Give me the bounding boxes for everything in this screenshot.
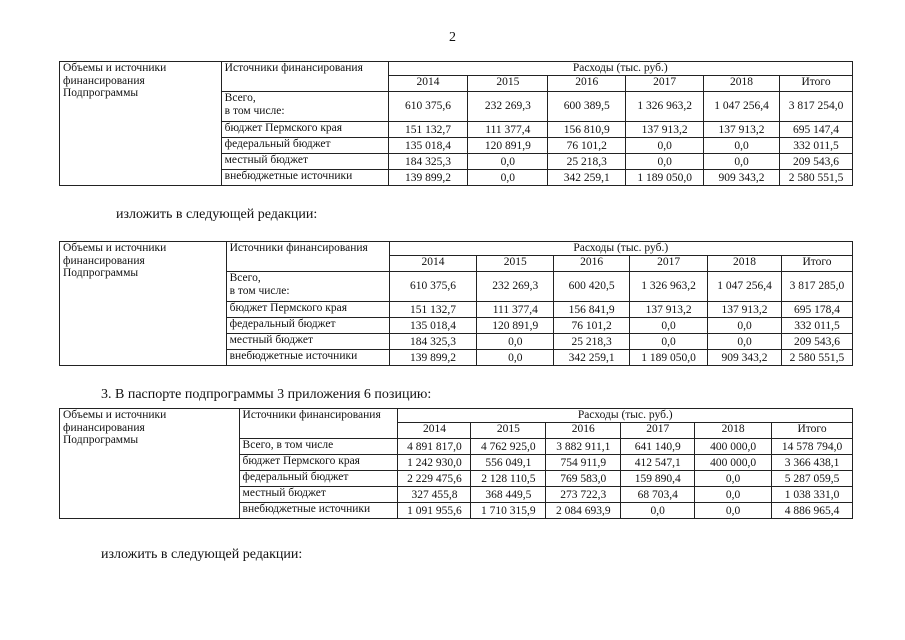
year-header: 2014 — [398, 423, 471, 439]
value-cell: 1 242 930,0 — [398, 455, 471, 471]
section-label-line: Подпрограммы — [63, 434, 139, 447]
value-cell: 151 132,7 — [389, 302, 477, 318]
value-cell: 120 891,9 — [477, 318, 554, 334]
value-cell: 600 420,5 — [554, 272, 630, 302]
year-header: 2015 — [471, 423, 546, 439]
value-cell: 209 543,6 — [781, 334, 852, 350]
year-header: 2017 — [630, 256, 708, 272]
value-cell: 3 366 438,1 — [772, 455, 853, 471]
value-cell: 1 326 963,2 — [626, 92, 704, 122]
source-name: бюджет Пермского края — [226, 302, 389, 318]
value-cell: 0,0 — [468, 154, 548, 170]
value-cell: 232 269,3 — [468, 92, 548, 122]
financing-table-original-2 — [59, 408, 853, 519]
source-name-line: Всего, — [229, 272, 261, 284]
value-cell: 184 325,3 — [389, 334, 477, 350]
value-cell: 0,0 — [695, 471, 772, 487]
year-header: 2015 — [477, 256, 554, 272]
value-cell: 556 049,1 — [471, 455, 546, 471]
section-label-line: Объемы и источники — [63, 242, 167, 254]
value-cell: 0,0 — [630, 334, 708, 350]
value-cell: 0,0 — [708, 334, 782, 350]
value-cell: 1 091 955,6 — [398, 503, 471, 519]
value-cell: 68 703,4 — [621, 487, 695, 503]
section-heading-paragraph: 3. В паспорте подпрограммы 3 приложения 6 позицию: — [101, 387, 432, 402]
total-header: Итого — [772, 423, 853, 439]
section-label-line: финансирования — [63, 254, 145, 267]
value-cell: 273 722,3 — [546, 487, 621, 503]
value-cell: 0,0 — [630, 318, 708, 334]
value-cell: 909 343,2 — [708, 350, 782, 366]
source-name: федеральный бюджет — [226, 318, 389, 334]
value-cell: 0,0 — [704, 138, 780, 154]
source-name-line: в том числе: — [224, 104, 285, 117]
year-header: 2017 — [626, 76, 704, 92]
section-label-cell — [60, 242, 227, 366]
value-cell: 610 375,6 — [389, 272, 477, 302]
value-cell: 342 259,1 — [548, 170, 626, 186]
source-name: внебюджетные источники — [239, 503, 398, 519]
source-name — [221, 92, 388, 122]
value-cell: 3 882 911,1 — [546, 439, 621, 455]
value-cell: 0,0 — [626, 138, 704, 154]
value-cell: 327 455,8 — [398, 487, 471, 503]
section-label-line: Объемы и источники — [63, 62, 167, 74]
year-header: 2018 — [695, 423, 772, 439]
value-cell: 137 913,2 — [626, 122, 704, 138]
value-cell: 2 580 551,5 — [780, 170, 853, 186]
value-cell: 600 389,5 — [548, 92, 626, 122]
source-name-line: Всего, — [224, 92, 256, 104]
value-cell: 3 817 285,0 — [781, 272, 852, 302]
value-cell: 5 287 059,5 — [772, 471, 853, 487]
value-cell: 2 128 110,5 — [471, 471, 546, 487]
value-cell: 139 899,2 — [388, 170, 468, 186]
section-label-line: Объемы и источники — [63, 409, 167, 421]
section-label-cell — [60, 409, 240, 519]
value-cell: 3 817 254,0 — [780, 92, 853, 122]
expenses-header: Расходы (тыс. руб.) — [389, 242, 852, 256]
value-cell: 754 911,9 — [546, 455, 621, 471]
value-cell: 769 583,0 — [546, 471, 621, 487]
value-cell: 76 101,2 — [548, 138, 626, 154]
source-name: местный бюджет — [239, 487, 398, 503]
value-cell: 4 886 965,4 — [772, 503, 853, 519]
value-cell: 332 011,5 — [781, 318, 852, 334]
value-cell: 135 018,4 — [388, 138, 468, 154]
source-name: бюджет Пермского края — [239, 455, 398, 471]
total-header: Итого — [780, 76, 853, 92]
value-cell: 0,0 — [695, 487, 772, 503]
value-cell: 156 841,9 — [554, 302, 630, 318]
year-header: 2015 — [468, 76, 548, 92]
sources-header: Источники финансирования — [226, 242, 389, 272]
year-header: 2018 — [704, 76, 780, 92]
value-cell: 342 259,1 — [554, 350, 630, 366]
value-cell: 4 762 925,0 — [471, 439, 546, 455]
expenses-header: Расходы (тыс. руб.) — [388, 62, 852, 76]
year-header: 2014 — [389, 256, 477, 272]
value-cell: 159 890,4 — [621, 471, 695, 487]
value-cell: 610 375,6 — [388, 92, 468, 122]
value-cell: 139 899,2 — [389, 350, 477, 366]
sources-header: Источники финансирования — [221, 62, 388, 92]
value-cell: 332 011,5 — [780, 138, 853, 154]
value-cell: 1 047 256,4 — [708, 272, 782, 302]
section-label-line: Подпрограммы — [63, 87, 139, 100]
value-cell: 2 229 475,6 — [398, 471, 471, 487]
value-cell: 2 084 693,9 — [546, 503, 621, 519]
value-cell: 111 377,4 — [468, 122, 548, 138]
value-cell: 0,0 — [704, 154, 780, 170]
source-name: Всего, в том числе — [239, 439, 398, 455]
value-cell: 111 377,4 — [477, 302, 554, 318]
value-cell: 695 147,4 — [780, 122, 853, 138]
instruction-paragraph: изложить в следующей редакции: — [116, 207, 318, 222]
value-cell: 400 000,0 — [695, 455, 772, 471]
section-label-line: Подпрограммы — [63, 267, 139, 280]
value-cell: 25 218,3 — [554, 334, 630, 350]
value-cell: 909 343,2 — [704, 170, 780, 186]
value-cell: 0,0 — [708, 318, 782, 334]
section-label-line: финансирования — [63, 74, 145, 87]
value-cell: 151 132,7 — [388, 122, 468, 138]
year-header: 2017 — [621, 423, 695, 439]
year-header: 2016 — [548, 76, 626, 92]
value-cell: 76 101,2 — [554, 318, 630, 334]
value-cell: 184 325,3 — [388, 154, 468, 170]
value-cell: 14 578 794,0 — [772, 439, 853, 455]
value-cell: 0,0 — [477, 350, 554, 366]
value-cell: 137 913,2 — [630, 302, 708, 318]
value-cell: 1 326 963,2 — [630, 272, 708, 302]
section-label-cell — [60, 62, 222, 186]
year-header: 2016 — [554, 256, 630, 272]
source-name: внебюджетные источники — [221, 170, 388, 186]
financing-table-original-1 — [59, 61, 853, 186]
value-cell: 368 449,5 — [471, 487, 546, 503]
value-cell: 232 269,3 — [477, 272, 554, 302]
value-cell: 1 189 050,0 — [626, 170, 704, 186]
source-name: федеральный бюджет — [221, 138, 388, 154]
value-cell: 137 913,2 — [704, 122, 780, 138]
value-cell: 412 547,1 — [621, 455, 695, 471]
value-cell: 1 047 256,4 — [704, 92, 780, 122]
value-cell: 400 000,0 — [695, 439, 772, 455]
value-cell: 2 580 551,5 — [781, 350, 852, 366]
value-cell: 0,0 — [626, 154, 704, 170]
value-cell: 137 913,2 — [708, 302, 782, 318]
value-cell: 209 543,6 — [780, 154, 853, 170]
source-name: внебюджетные источники — [226, 350, 389, 366]
year-header: 2014 — [388, 76, 468, 92]
value-cell: 1 038 331,0 — [772, 487, 853, 503]
value-cell: 1 189 050,0 — [630, 350, 708, 366]
value-cell: 0,0 — [477, 334, 554, 350]
total-header: Итого — [781, 256, 852, 272]
source-name: местный бюджет — [226, 334, 389, 350]
year-header: 2016 — [546, 423, 621, 439]
source-name — [226, 272, 389, 302]
financing-table-revised-1 — [59, 241, 853, 366]
year-header: 2018 — [708, 256, 782, 272]
value-cell: 0,0 — [468, 170, 548, 186]
value-cell: 1 710 315,9 — [471, 503, 546, 519]
source-name-line: в том числе: — [229, 284, 290, 297]
value-cell: 120 891,9 — [468, 138, 548, 154]
value-cell: 156 810,9 — [548, 122, 626, 138]
source-name: федеральный бюджет — [239, 471, 398, 487]
value-cell: 641 140,9 — [621, 439, 695, 455]
expenses-header: Расходы (тыс. руб.) — [398, 409, 853, 423]
value-cell: 0,0 — [621, 503, 695, 519]
instruction-paragraph: изложить в следующей редакции: — [101, 547, 303, 562]
value-cell: 25 218,3 — [548, 154, 626, 170]
page-number: 2 — [449, 30, 456, 45]
value-cell: 4 891 817,0 — [398, 439, 471, 455]
source-name: местный бюджет — [221, 154, 388, 170]
value-cell: 135 018,4 — [389, 318, 477, 334]
value-cell: 0,0 — [695, 503, 772, 519]
value-cell: 695 178,4 — [781, 302, 852, 318]
section-label-line: финансирования — [63, 421, 145, 434]
source-name: бюджет Пермского края — [221, 122, 388, 138]
sources-header: Источники финансирования — [239, 409, 398, 439]
